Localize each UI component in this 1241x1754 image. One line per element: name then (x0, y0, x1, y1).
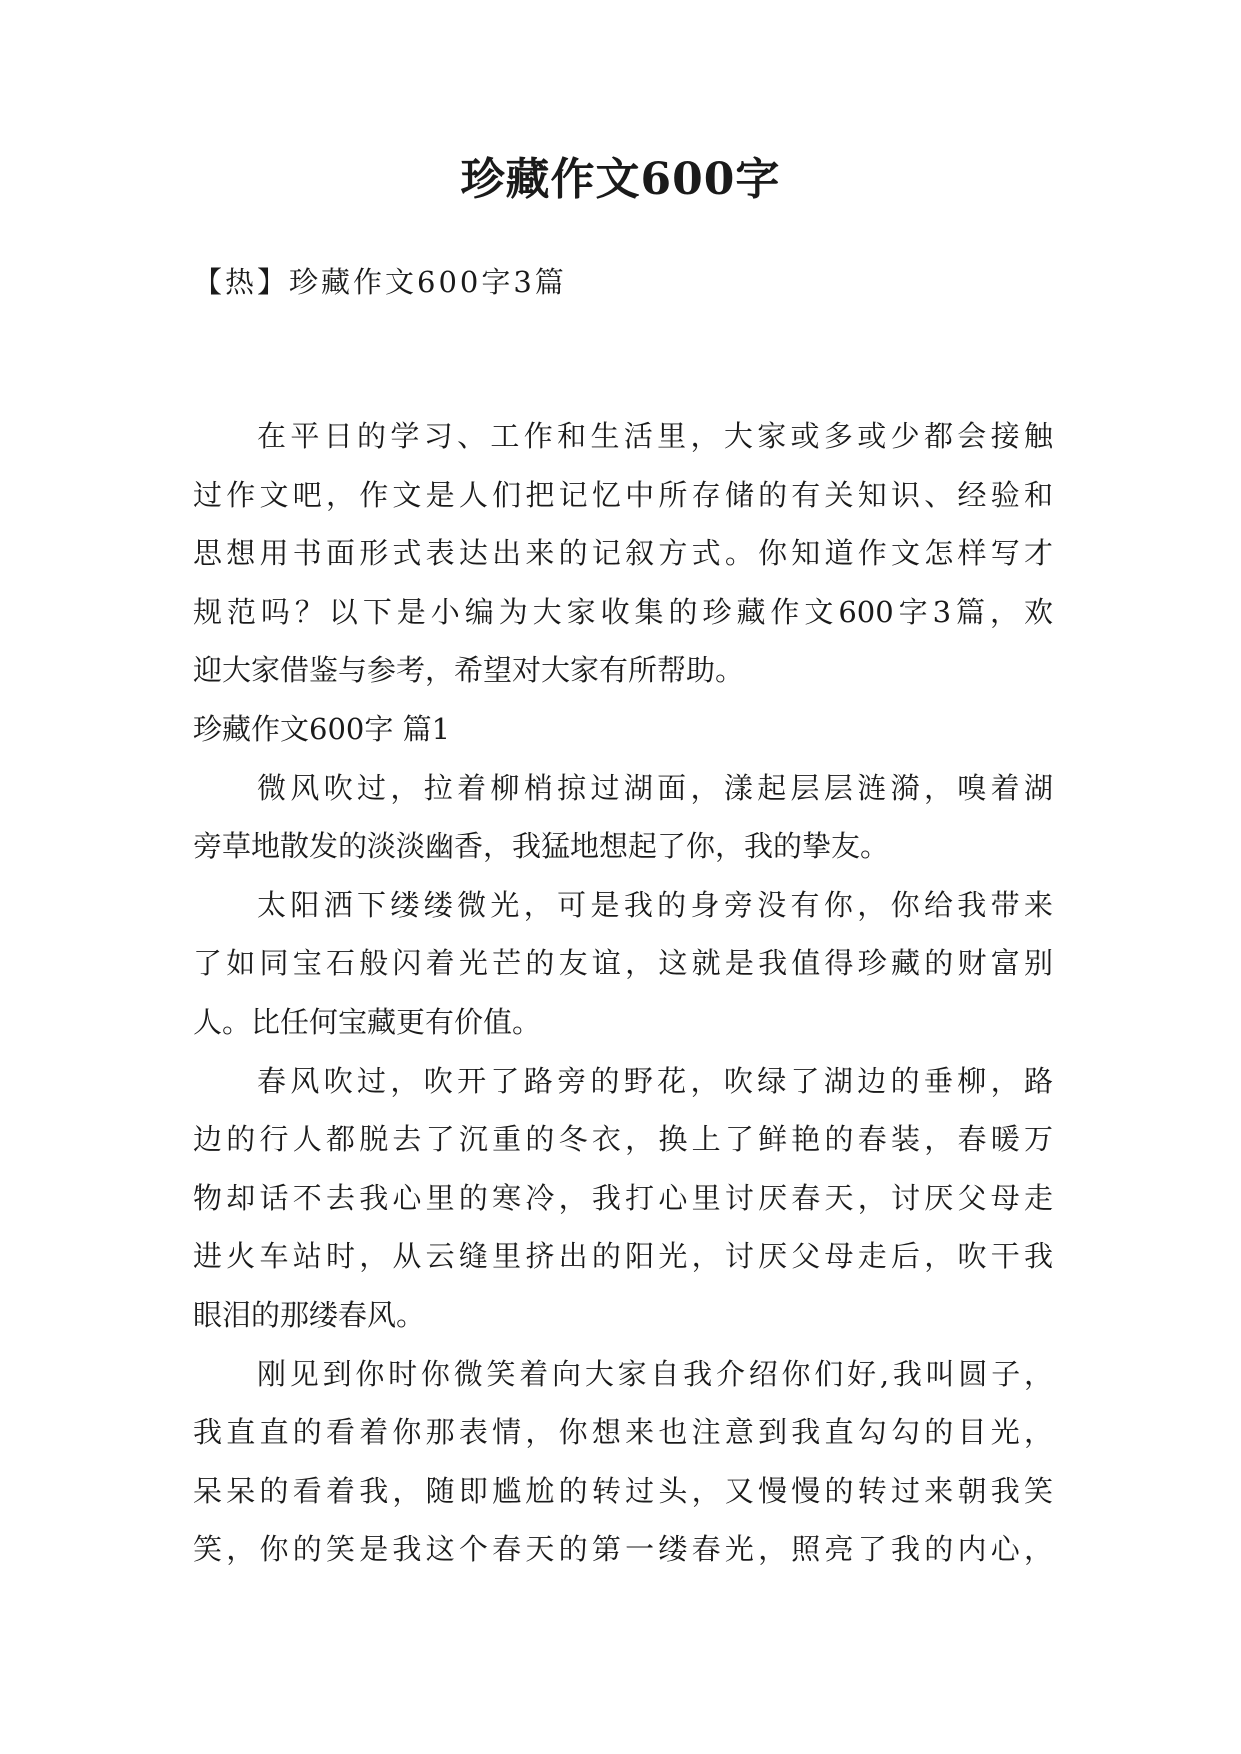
text-line: 眼泪的那缕春风。 (193, 1297, 426, 1332)
text-line: 迎大家借鉴与参考，希望对大家有所帮助。 (193, 653, 745, 688)
text-line: 呆呆的看着我，随即尴尬的转过头，又慢慢的转过来朝我笑 (193, 1473, 1053, 1508)
text-line: 过作文吧，作文是人们把记忆中所存储的有关知识、经验和 (193, 477, 1053, 512)
text-line: 刚见到你时你微笑着向大家自我介绍你们好,我叫圆子， (257, 1356, 1053, 1391)
text-line: 思想用书面形式表达出来的记叙方式。你知道作文怎样写才 (193, 536, 1053, 571)
text-line: 进火车站时，从云缝里挤出的阳光，讨厌父母走后，吹干我 (193, 1239, 1053, 1274)
text-line: 微风吹过，拉着柳梢掠过湖面，漾起层层涟漪，嗅着湖 (257, 770, 1053, 805)
text-line: 太阳洒下缕缕微光，可是我的身旁没有你，你给我带来 (257, 887, 1053, 922)
text-line: 了如同宝石般闪着光芒的友谊，这就是我值得珍藏的财富别 (193, 946, 1053, 981)
text-line: 我直直的看着你那表情，你想来也注意到我直勾勾的目光， (193, 1415, 1053, 1450)
text-line: 旁草地散发的淡淡幽香，我猛地想起了你，我的挚友。 (193, 829, 890, 864)
text-line: 笑，你的笑是我这个春天的第一缕春光，照亮了我的内心， (193, 1532, 1053, 1567)
document-title: 珍藏作文600字 (460, 154, 781, 205)
document-body (193, 407, 1053, 1579)
text-line: 边的行人都脱去了沉重的冬衣，换上了鲜艳的春装，春暖万 (193, 1122, 1053, 1157)
text-line: 人。比任何宝藏更有价值。 (193, 1004, 542, 1039)
document-subtitle: 【热】珍藏作文600字3篇 (193, 265, 567, 299)
text-line: 物却话不去我心里的寒冷，我打心里讨厌春天，讨厌父母走 (193, 1180, 1053, 1215)
text-line: 在平日的学习、工作和生活里，大家或多或少都会接触 (257, 419, 1053, 453)
text-line: 春风吹过，吹开了路旁的野花，吹绿了湖边的垂柳，路 (257, 1063, 1053, 1098)
text-line: 规范吗？以下是小编为大家收集的珍藏作文600字3篇，欢 (193, 594, 1053, 629)
text-line: 珍藏作文600字 篇1 (193, 711, 451, 746)
